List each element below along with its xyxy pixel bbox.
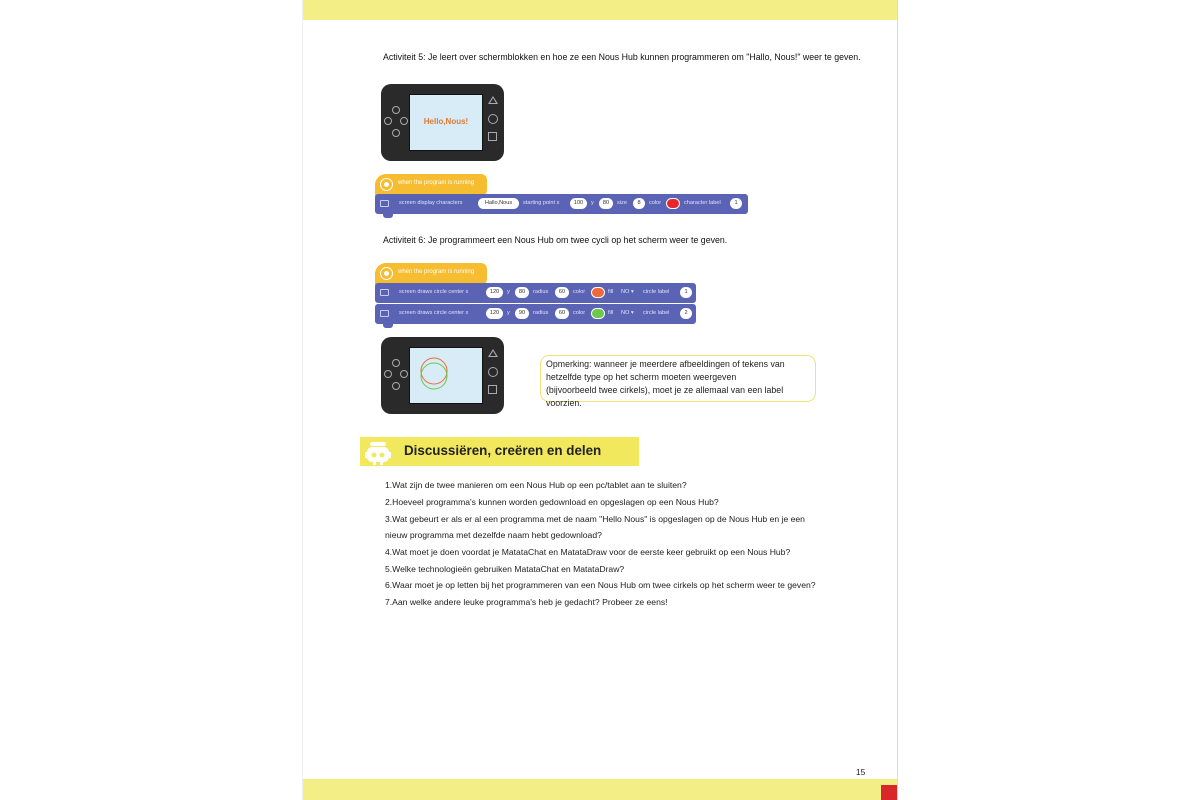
param-radius: 60 (555, 308, 569, 319)
question-line: nieuw programma met dezelfde naam hebt gedownload? (385, 530, 602, 540)
color-swatch (591, 287, 605, 298)
block-text: circle label (643, 289, 670, 295)
code-block (375, 304, 696, 324)
device-button (400, 117, 408, 125)
param-x: 120 (486, 308, 503, 319)
device-screen (409, 347, 483, 404)
activity6-heading: Activiteit 6: Je programmeert een Nous Hub om twee cycli op het scherm weer te geven. (383, 235, 728, 245)
square-button-icon (488, 385, 497, 394)
block-text: y (507, 310, 510, 316)
flag-icon (381, 268, 392, 279)
corner-mark (881, 785, 897, 800)
circle-button-icon (488, 114, 498, 124)
param-x: 120 (486, 287, 503, 298)
code-block (375, 194, 748, 214)
block-notch (383, 214, 393, 218)
question-line: 7.Aan welke andere leuke programma's heb je gedacht? Probeer ze eens! (385, 597, 668, 607)
document-page (303, 0, 897, 800)
param-y: 80 (515, 287, 529, 298)
two-circles-drawing (410, 348, 482, 403)
block-text: color (573, 289, 586, 295)
device-button (392, 382, 400, 390)
block-text: fill (608, 289, 614, 295)
triangle-button-icon (488, 349, 498, 357)
screen-text: Hello,Nous! (423, 117, 469, 126)
block-text: y (507, 289, 510, 295)
param-label: 2 (680, 308, 692, 319)
block-notch (383, 324, 393, 328)
nous-hub-device-1 (381, 84, 504, 161)
hat-block (375, 174, 487, 196)
param-label: 1 (730, 198, 742, 209)
question-line: 3.Wat gebeurt er als er al een programma met de naam "Hello Nous" is opgeslagen op de Nous Hub en je een (385, 514, 805, 524)
block-text: color (573, 310, 586, 316)
activity5-heading: Activiteit 5: Je leert over schermblokken en hoe ze een Nous Hub kunnen programmeren om "Hallo, Nous!" weer te geven. (383, 52, 861, 62)
note-line: Opmerking: wanneer je meerdere afbeeldingen of tekens van (546, 359, 785, 369)
block-text: fill (608, 310, 614, 316)
flag-icon (381, 179, 392, 190)
bottom-band (303, 779, 897, 800)
block-text: radius (533, 289, 549, 295)
question-line: 1.Wat zijn de twee manieren om een Nous Hub op een pc/tablet aan te sluiten? (385, 480, 687, 490)
code-block (375, 283, 696, 303)
question-line: 4.Wat moet je doen voordat je MatataChat en MatataDraw voor de eerste keer gebruikt op een Nous Hub? (385, 547, 791, 557)
green-circle (421, 363, 447, 389)
top-band (303, 0, 897, 20)
device-button (392, 359, 400, 367)
param-radius: 60 (555, 287, 569, 298)
block-text: size (617, 200, 627, 206)
device-button (400, 370, 408, 378)
fill-dropdown: NO ▾ (621, 289, 634, 295)
screen-icon (380, 200, 389, 207)
block-text: circle label (643, 310, 670, 316)
param-x: 100 (570, 198, 587, 209)
circle-button-icon (488, 367, 498, 377)
note-line: voorzien. (546, 398, 582, 408)
block-text: starting point x (523, 200, 560, 206)
screen-icon (380, 289, 389, 296)
fill-dropdown: NO ▾ (621, 310, 634, 316)
screen-icon (380, 310, 389, 317)
color-swatch (591, 308, 605, 319)
device-screen (409, 94, 483, 151)
device-button (392, 106, 400, 114)
square-button-icon (488, 132, 497, 141)
param-y: 90 (515, 308, 529, 319)
nous-hub-device-2 (381, 337, 504, 414)
param-y: 80 (599, 198, 613, 209)
note-line: hetzelfde type op het scherm moeten weergeven (546, 372, 737, 382)
param-text: Hallo,Nous (478, 198, 519, 209)
hat-block (375, 263, 487, 285)
block-text: screen draws circle center x (399, 289, 469, 295)
hat-label: when the program is running (398, 269, 475, 275)
block-text: radius (533, 310, 549, 316)
block-text: character label (684, 200, 721, 206)
param-size: 8 (633, 198, 645, 209)
section-title: Discussiëren, creëren en delen (404, 443, 602, 458)
param-label: 1 (680, 287, 692, 298)
section-banner (360, 437, 639, 466)
note-box (540, 355, 816, 408)
question-line: 6.Waar moet je op letten bij het programmeren van een Nous Hub om twee cirkels op het scherm weer te geven? (385, 580, 816, 590)
triangle-button-icon (488, 96, 498, 104)
page-number: 15 (856, 767, 866, 777)
hat-label: when the program is running (398, 180, 475, 186)
question-line: 5.Welke technologieën gebruiken MatataChat en MatataDraw? (385, 564, 625, 574)
color-swatch (666, 198, 680, 209)
block-text: color (649, 200, 662, 206)
block-text: screen draws circle center x (399, 310, 469, 316)
block-text: screen display characters (399, 200, 463, 206)
question-line: 2.Hoeveel programma's kunnen worden gedownload en opgeslagen op een Nous Hub? (385, 497, 719, 507)
note-line: (bijvoorbeeld twee cirkels), moet je ze allemaal van een label (546, 385, 784, 395)
block-text: y (591, 200, 594, 206)
orange-circle (421, 358, 447, 384)
robot-icon (364, 440, 392, 466)
device-button (392, 129, 400, 137)
device-button (384, 117, 392, 125)
device-button (384, 370, 392, 378)
